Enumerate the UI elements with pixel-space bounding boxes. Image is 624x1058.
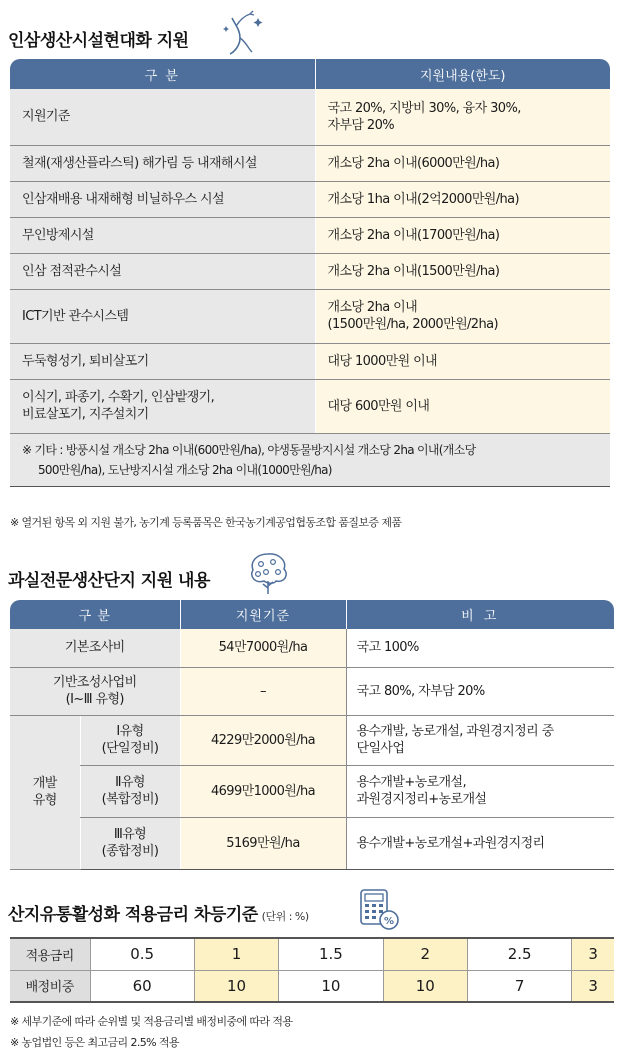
row-label: 인삼재배용 내재해형 비닐하우스 시설 — [10, 181, 315, 217]
section1-title: 인삼생산시설현대화 지원 — [8, 31, 189, 51]
rate-cell: 0.5 — [90, 938, 194, 970]
row-value: 대당 600만원 이내 — [315, 379, 610, 433]
type-label: Ⅲ유형 (종합정비) — [80, 817, 180, 869]
type-label: Ⅱ유형 (복합정비) — [80, 765, 180, 817]
header-category: 구 분 — [10, 59, 315, 89]
table-row — [10, 217, 610, 253]
weight-cell: 60 — [90, 970, 194, 1002]
row-label: 무인방제시설 — [10, 217, 315, 253]
row-label: 이식기, 파종기, 수확기, 인삼밭쟁기, 비료살포기, 지주설치기 — [10, 379, 315, 433]
calculator-icon — [357, 888, 401, 936]
rate-row — [10, 938, 614, 970]
table-row — [10, 181, 610, 217]
weight-cell: 10 — [194, 970, 278, 1002]
note-row — [10, 433, 610, 486]
header-standard: 지원기준 — [180, 600, 346, 629]
rate-cell: 2 — [383, 938, 467, 970]
table-row — [10, 289, 610, 343]
weight-cell: 10 — [383, 970, 467, 1002]
row-note: 용수개발, 농로개설, 과원경지정리 중 단일사업 — [346, 715, 614, 765]
rate-label: 적용금리 — [10, 938, 90, 970]
group-label: 개발 유형 — [10, 715, 80, 869]
row-label: 기본조사비 — [10, 629, 180, 667]
row-label: 철재(재생산플라스틱) 해가림 등 내재해시설 — [10, 145, 315, 181]
header-category: 구 분 — [10, 600, 180, 629]
row-label: 두둑형성기, 퇴비살포기 — [10, 343, 315, 379]
unit-label: (단위 : %) — [261, 910, 309, 923]
orchard-support-table — [10, 600, 614, 870]
fruit-tree-icon — [244, 548, 292, 596]
weight-cell: 10 — [279, 970, 383, 1002]
row-value: 개소당 2ha 이내(6000만원/ha) — [315, 145, 610, 181]
row-note: 용수개발+농로개설+과원경지정리 — [346, 817, 614, 869]
header-note: 비 고 — [346, 600, 614, 629]
section3-footnote-1: ※ 세부기준에 따라 순위별 및 적용금리별 배정비중에 따라 적용 — [10, 1015, 293, 1028]
interest-rate-table — [10, 937, 614, 1003]
row-label: ICT기반 관수시스템 — [10, 289, 315, 343]
row-label: 지원기준 — [10, 89, 315, 145]
row-value: 개소당 2ha 이내(1700만원/ha) — [315, 217, 610, 253]
table-row — [10, 253, 610, 289]
row-value: 국고 20%, 지방비 30%, 융자 30%, 자부담 20% — [315, 89, 610, 145]
rate-cell: 1.5 — [279, 938, 383, 970]
table-row — [10, 629, 614, 667]
table-row — [10, 89, 610, 145]
row-value: 대당 1000만원 이내 — [315, 343, 610, 379]
weight-cell: 3 — [572, 970, 614, 1002]
section3-footnote-2: ※ 농업법인 등은 최고금리 2.5% 적용 — [10, 1036, 179, 1049]
section1-footnote: ※ 열거된 항목 외 지원 불가, 농기계 등록품목은 한국농기계공업협동조합 품질보증 제품 — [10, 516, 402, 529]
row-note: 국고 100% — [346, 629, 614, 667]
rate-cell: 2.5 — [467, 938, 571, 970]
row-value: 개소당 2ha 이내 (1500만원/ha, 2000만원/2ha) — [315, 289, 610, 343]
row-standard: 54만7000원/ha — [180, 629, 346, 667]
table-row — [10, 379, 610, 433]
table-row — [10, 715, 614, 765]
ginseng-support-table — [10, 59, 610, 487]
weight-label: 배정비중 — [10, 970, 90, 1002]
row-note: 국고 80%, 자부담 20% — [346, 667, 614, 715]
svg-text:%: % — [383, 916, 395, 927]
table-row — [10, 765, 614, 817]
row-note: 용수개발+농로개설, 과원경지정리+농로개설 — [346, 765, 614, 817]
row-label: 인삼 점적관수시설 — [10, 253, 315, 289]
type-label: Ⅰ유형 (단일정비) — [80, 715, 180, 765]
section3-title: 산지유통활성화 적용금리 차등기준 (단위 : %) — [8, 905, 309, 925]
table-row — [10, 817, 614, 869]
table-row — [10, 145, 610, 181]
row-standard: – — [180, 667, 346, 715]
row-standard: 5169만원/ha — [180, 817, 346, 869]
row-value: 개소당 1ha 이내(2억2000만원/ha) — [315, 181, 610, 217]
table-row — [10, 667, 614, 715]
row-value: 개소당 2ha 이내(1500만원/ha) — [315, 253, 610, 289]
section2-title: 과실전문생산단지 지원 내용 — [8, 571, 210, 591]
row-standard: 4699만1000원/ha — [180, 765, 346, 817]
weight-row — [10, 970, 614, 1002]
row-label: 기반조성사업비 (Ⅰ~Ⅲ 유형) — [10, 667, 180, 715]
ginseng-icon — [218, 8, 264, 56]
rate-cell: 1 — [194, 938, 278, 970]
rate-cell: 3 — [572, 938, 614, 970]
weight-cell: 7 — [467, 970, 571, 1002]
header-support: 지원내용(한도) — [315, 59, 610, 89]
table-row — [10, 343, 610, 379]
note-text: ※ 기타 : 방풍시설 개소당 2ha 이내(600만원/ha), 야생동물방지시설 개소당 2ha 이내(개소당 500만원/ha), 도난방지시설 개소당 2ha 이내(1000만원/ha) — [10, 433, 610, 486]
row-standard: 4229만2000원/ha — [180, 715, 346, 765]
